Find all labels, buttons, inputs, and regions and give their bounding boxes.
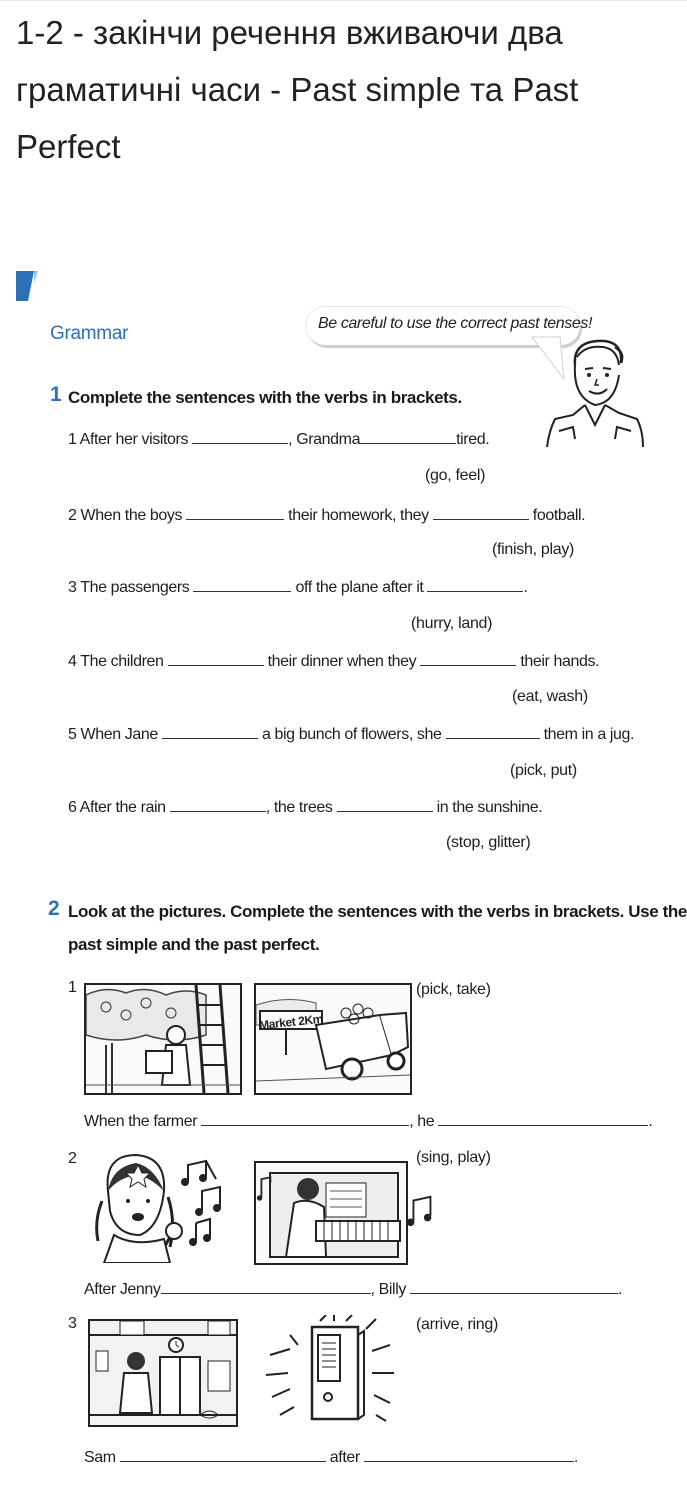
- item-number: 5: [68, 726, 77, 743]
- sentence-part: their dinner when they: [267, 653, 417, 670]
- item-number: 2: [68, 507, 77, 524]
- answer-blank[interactable]: [427, 577, 523, 592]
- ex2-item-3-number: 3: [68, 1315, 77, 1332]
- top-divider: [0, 0, 687, 1]
- corner-tab-decoration: [14, 269, 38, 303]
- boy-playing-piano-picture: [254, 1161, 408, 1265]
- farmer-picking-apples-picture: [84, 983, 242, 1095]
- sentence-part: When the boys: [80, 507, 183, 524]
- girl-singing-picture: [84, 1151, 238, 1263]
- ex1-item-1: [68, 429, 489, 449]
- sentence-part: Sam: [84, 1449, 116, 1466]
- sentence-part: in the sunshine.: [436, 799, 543, 816]
- answer-blank[interactable]: [201, 1111, 409, 1126]
- sentence-part: The passengers: [80, 579, 190, 596]
- sentence-part: football.: [532, 507, 586, 524]
- ex2-hint-1: (pick, take): [416, 981, 491, 998]
- ex2-sentence-3: [84, 1447, 578, 1467]
- ex1-item-4: [68, 651, 599, 671]
- ex2-item-2-number: 2: [68, 1150, 77, 1167]
- ex1-item-3: [68, 577, 527, 597]
- sentence-part: , Billy: [370, 1281, 406, 1298]
- sentence-part: their hands.: [520, 653, 600, 670]
- answer-blank[interactable]: [186, 505, 284, 520]
- sentence-part: after: [329, 1449, 360, 1466]
- sentence-part: their homework, they: [288, 507, 429, 524]
- sentence-part: .: [523, 579, 528, 596]
- answer-blank[interactable]: [438, 1111, 648, 1126]
- sentence-part: , the trees: [265, 799, 333, 816]
- ex1-item-5: [68, 724, 634, 744]
- section-heading: Grammar: [50, 323, 129, 344]
- sentence-part: After Jenny: [84, 1281, 161, 1298]
- answer-blank[interactable]: [120, 1447, 326, 1462]
- answer-blank[interactable]: [410, 1279, 618, 1294]
- exercise-2-number: 2: [48, 897, 60, 920]
- sentence-part: , he: [409, 1113, 435, 1130]
- exercise-2-instruction-line-2: past simple and the past perfect.: [68, 935, 320, 954]
- music-note-left-icon: [256, 1175, 274, 1203]
- market-sign-text: Market 2Km: [258, 1011, 324, 1033]
- sentence-part: .: [648, 1113, 653, 1130]
- exercise-2-instruction-line-1: Look at the pictures. Complete the sentences with the verbs in brackets. Use the: [68, 902, 687, 921]
- sentence-part: .: [618, 1281, 623, 1298]
- ex1-hint-5: (pick, put): [510, 762, 577, 779]
- item-number: 4: [68, 653, 77, 670]
- worksheet-image: [0, 255, 687, 1487]
- cartoon-boy-illustration: [545, 335, 645, 451]
- music-note-right-icon: [404, 1191, 438, 1229]
- ex1-hint-4: (eat, wash): [512, 688, 588, 705]
- question-title: 1-2 - закінчи речення вживаючи два граматичні часи - Past simple та Past Perfect: [16, 14, 579, 165]
- answer-blank[interactable]: [420, 651, 516, 666]
- ex2-hint-3: (arrive, ring): [416, 1316, 499, 1333]
- sentence-part: .: [573, 1449, 578, 1466]
- ex2-hint-2: (sing, play): [416, 1149, 491, 1166]
- answer-blank[interactable]: [446, 724, 540, 739]
- item-number: 1: [68, 431, 77, 448]
- answer-blank[interactable]: [168, 651, 264, 666]
- sentence-part: them in a jug.: [543, 726, 635, 743]
- answer-blank[interactable]: [433, 505, 529, 520]
- answer-blank[interactable]: [193, 577, 291, 592]
- answer-blank[interactable]: [337, 797, 433, 812]
- ex1-item-2: [68, 505, 585, 525]
- ex1-hint-2: (finish, play): [492, 541, 575, 558]
- answer-blank[interactable]: [170, 797, 266, 812]
- answer-blank[interactable]: [364, 1447, 574, 1462]
- exercise-1-instruction: Complete the sentences with the verbs in brackets.: [68, 388, 462, 407]
- truck-market-picture: [254, 983, 412, 1095]
- ex1-hint-6: (stop, glitter): [446, 834, 531, 851]
- ex1-item-6: [68, 797, 542, 817]
- sentence-part: off the plane after it: [295, 579, 424, 596]
- answer-blank[interactable]: [192, 429, 288, 444]
- sentence-part: a big bunch of flowers, she: [261, 726, 442, 743]
- item-number: 6: [68, 799, 77, 816]
- answer-blank[interactable]: [161, 1279, 371, 1294]
- sentence-part: , Grandma: [288, 431, 361, 448]
- sentence-part: After the rain: [79, 799, 166, 816]
- sentence-part: When the farmer: [84, 1113, 198, 1130]
- ex1-hint-3: (hurry, land): [411, 615, 493, 632]
- tip-text: Be careful to use the correct past tenses!: [318, 315, 593, 332]
- answer-blank[interactable]: [162, 724, 258, 739]
- ringing-phone-picture: [260, 1315, 400, 1425]
- ex1-hint-1: (go, feel): [425, 467, 486, 484]
- sentence-part: When Jane: [80, 726, 158, 743]
- sam-arriving-building-picture: [88, 1319, 238, 1427]
- exercise-1-number: 1: [50, 383, 62, 406]
- ex2-item-1-number: 1: [68, 979, 77, 996]
- ex2-sentence-1: [84, 1111, 652, 1131]
- sentence-part: The children: [80, 653, 164, 670]
- answer-blank[interactable]: [360, 429, 456, 444]
- ex2-sentence-2: [84, 1279, 622, 1299]
- sentence-part: tired.: [456, 431, 490, 448]
- item-number: 3: [68, 579, 77, 596]
- sentence-part: After her visitors: [79, 431, 189, 448]
